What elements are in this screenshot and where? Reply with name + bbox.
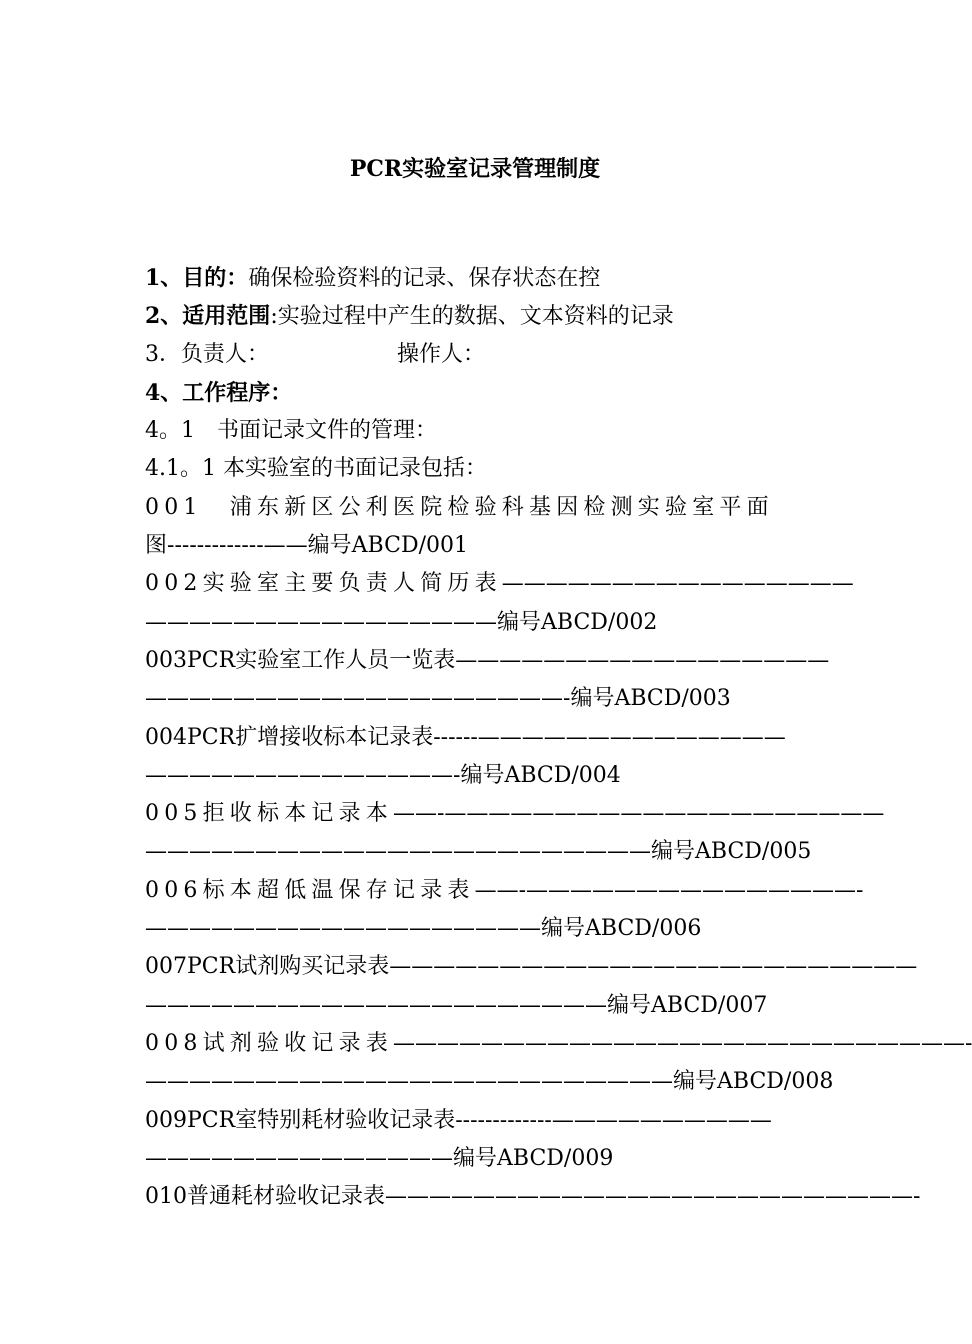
record-line [145,948,918,986]
record-line [145,987,807,1025]
record-line [145,795,885,833]
responsible-label: 3．负责人： [145,341,269,367]
record-line [145,1102,807,1140]
record-text: 005拒收标本记录本 [145,801,393,827]
record-line [145,680,807,718]
record-line [145,642,830,680]
record-text: 002实验室主要负责人简历表 [145,571,502,597]
record-code: 编号ABCD/007 [607,992,768,1018]
record-line [145,910,807,948]
record-line [145,719,807,757]
record-leader: ——-———————————————————— [393,801,885,827]
record-code: 编号ABCD/003 [570,686,731,712]
record-text: 008试剂验收记录表 [145,1030,393,1056]
record-line [145,604,807,642]
subsection-4-1: 4。1 书面记录文件的管理： [145,418,437,444]
record-line [145,757,807,795]
section-scope [145,297,807,335]
record-leader: ——————————————- [145,762,461,788]
record-leader: ————————————————————————- [385,1184,921,1210]
section-text: :实验过程中产生的数据、文本资料的记录 [270,304,674,330]
record-text: 图 [145,533,168,559]
record-line [145,565,854,603]
record-leader: ——————————————————————————- [393,1030,972,1056]
record-leader: ———————————————————- [145,686,571,712]
section-label: 4、工作程序： [145,379,293,406]
document-body [145,259,972,1216]
section-purpose [145,259,807,297]
record-leader: ———————————————— [145,609,497,635]
record-leader: ———————————————————————— [389,954,918,980]
record-text: 004PCR扩增接收标本记录表 [145,724,434,750]
record-text: 007PCR试剂购买记录表 [145,954,390,980]
operator-label: 操作人： [397,341,486,367]
record-code: 编号ABCD/008 [673,1069,834,1095]
record-leader: ————————————————————— [145,992,607,1018]
record-code: 编号ABCD/001 [307,533,468,559]
record-leader: -------------—————————— [455,1107,772,1133]
record-text: 006标本超低温保存记录表 [145,877,475,903]
record-line [145,1140,807,1178]
record-code: 编号ABCD/005 [651,839,812,865]
record-leader: ------—————————————— [433,724,786,750]
record-leader: ——-———————————————- [474,877,864,903]
record-line [145,1178,921,1216]
record-leader: ———————————————— [501,571,854,597]
record-line [145,1025,972,1063]
record-line [145,872,864,910]
record-line [145,527,807,565]
record-leader: —————————————— [145,1145,453,1171]
record-leader: —————————————————— [145,916,541,942]
record-code: 编号ABCD/004 [460,762,621,788]
section-label: 2、适用范围 [145,303,271,330]
record-leader: ———————————————————————— [145,1069,673,1095]
record-line: 001 浦东新区公利医院检验科基因检测实验室平面 [145,494,774,520]
section-text: 确保检验资料的记录、保存状态在控 [248,266,601,291]
record-code: 编号ABCD/006 [541,916,702,942]
record-line [145,833,812,871]
record-leader: ————————————————— [455,647,830,673]
section-procedure [145,374,807,412]
subsection-4-1-1: 4.1。1 本实验室的书面记录包括： [145,456,487,482]
record-line [145,1063,834,1101]
document-title: PCR实验室记录管理制度 [349,156,601,182]
record-code: 编号ABCD/002 [497,609,658,635]
record-text: 003PCR实验室工作人员一览表 [145,647,456,673]
record-text: 010普通耗材验收记录表 [145,1184,385,1210]
record-code: 编号ABCD/009 [453,1145,614,1171]
record-leader: ——————————————————————— [145,839,651,865]
section-label: 1、目的： [145,265,249,291]
record-text: 009PCR室特别耗材验收记录表 [145,1107,456,1133]
record-leader: -------------—— [167,533,308,559]
section-responsible [145,336,807,374]
